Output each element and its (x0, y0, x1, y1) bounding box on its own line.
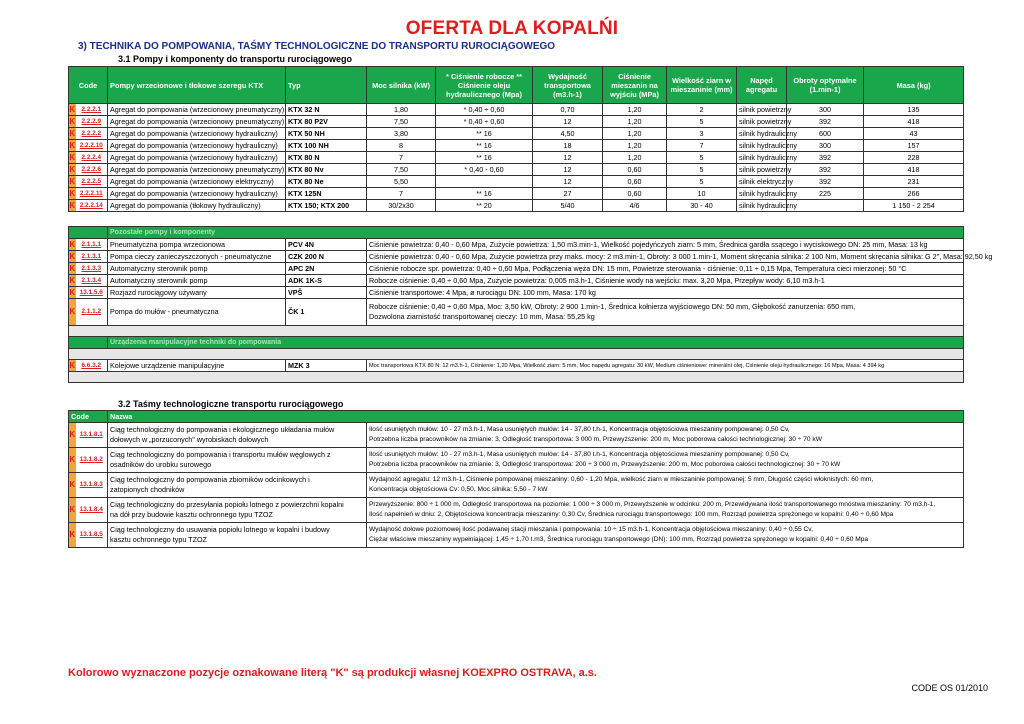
k-marker: K (69, 498, 76, 523)
pump-wydajnosc: 27 (533, 188, 603, 200)
pump-row (69, 176, 964, 188)
pump-row (69, 164, 964, 176)
pump-typ: KTX 125N (286, 188, 367, 200)
pump-row (69, 104, 964, 116)
belt-name-line: zatopionych chodników (110, 485, 185, 494)
component-name: Pneumatyczna pompa wrzecionowa (108, 239, 286, 251)
components-body (69, 227, 993, 383)
pump-cisnienie-mieszanin: 1,20 (603, 152, 667, 164)
k-marker: K (69, 176, 76, 186)
k-marker: K (69, 251, 76, 261)
component-description: Ciśnienie powietrza: 0,40 - 0,60 Mpa, Zużycie powietrza przy maks. mocy: 2 m3.min-1, Obroty: 3 000 1.min-1, Moment skręcania silnika: 2 100 Nm, Moment skręcania silnika: G 2", Masa: 92,50 kg (367, 251, 964, 263)
pump-obroty: 392 (787, 164, 864, 176)
component-name: Automatyczny sterownik pomp (108, 275, 286, 287)
component-name: Pompa cieczy zanieczyszczonych - pneumatyczne (108, 251, 286, 263)
component-row (69, 263, 964, 275)
pump-moc: 1,80 (367, 104, 436, 116)
pump-cisnienie: ** 16 (436, 140, 533, 152)
belt-description (367, 523, 964, 548)
item-code-link[interactable]: 13.1.8.3 (76, 473, 108, 498)
item-code-link[interactable]: 2.2.2.9 (76, 116, 108, 128)
pump-wydajnosc: 12 (533, 152, 603, 164)
item-code-link[interactable]: 2.2.2.4 (76, 152, 108, 164)
component-name: Automatyczny sterownik pomp (108, 263, 286, 275)
pump-typ: KTX 50 NH (286, 128, 367, 140)
component-row (69, 360, 964, 372)
pump-ziarn: 5 (667, 116, 737, 128)
pump-typ: KTX 80 P2V (286, 116, 367, 128)
pump-cisnienie: ** 20 (436, 200, 533, 212)
component-typ: MZK 3 (286, 360, 367, 372)
pump-cisnienie: * 0,40 ÷ 0,60 (436, 104, 533, 116)
component-typ: ADK 1K-S (286, 275, 367, 287)
belt-description (367, 423, 964, 448)
pump-wydajnosc: 4,50 (533, 128, 603, 140)
belt-description-line: Wydajność agregatu: 12 m3.h-1, Ciśnienie pompowanej mieszaniny: 0,60 - 1,20 Mpa, wielkość ziarn w mieszaninie pompowanej: 5 mm, Długość części włoknistych: 60 mm, (369, 476, 874, 483)
pump-name: Agregat do pompowania (wrzecionowy hydrauliczny) (108, 188, 286, 200)
spacer-row (69, 372, 964, 383)
component-description-line: Dozwolona ziarnistość transportowanej cieczy: 10 mm, Masa: 55,25 kg (369, 312, 595, 321)
spacer-row (69, 326, 964, 337)
k-marker: K (69, 116, 76, 126)
component-typ: ČK 1 (286, 299, 367, 326)
pump-row (69, 140, 964, 152)
k-marker: K (69, 423, 76, 448)
pump-masa: 135 (864, 104, 964, 116)
section-header-row (69, 337, 964, 349)
header-moc: Moc silnika (kW) (367, 67, 436, 104)
pump-typ: KTX 80 N (286, 152, 367, 164)
pump-cisnienie-mieszanin: 1,20 (603, 140, 667, 152)
k-marker: K (69, 287, 76, 297)
pump-obroty: 300 (787, 104, 864, 116)
belt-description-line: Przewyższenie: 800 ÷ 1 000 m, Odległość transportowa na poziomie: 1 000 ÷ 3 000 m, Przewyższenie w odcinku: 200 m, Przewidywana ilość transportowanego mnóstwa mieszaniny: 70 m3.h-1, (369, 501, 936, 508)
belt-name-line: na dół przy budowie kasztu ochronnego typu TZOZ (110, 510, 273, 519)
belts-header-row (69, 411, 964, 423)
k-marker: K (69, 200, 76, 210)
pump-ziarn: 10 (667, 188, 737, 200)
component-row (69, 239, 964, 251)
item-code-link[interactable]: 2.1.1.2 (76, 299, 108, 326)
belt-row (69, 523, 964, 548)
belts-header-name: Nazwa (108, 411, 964, 423)
component-description: Ciśnienie transportowe: 4 Mpa, ø rurociągu DN: 100 mm, Masa: 170 kg (367, 287, 964, 299)
header-obroty: Obroty optymalne (1.min-1) (787, 67, 864, 104)
pump-name: Agregat do pompowania (wrzecionowy hydrauliczny) (108, 140, 286, 152)
pump-cisnienie-mieszanin: 0,60 (603, 176, 667, 188)
belt-name-line: osadników do urobku surowego (110, 460, 212, 469)
component-description-line: Robocze ciśnienie: 0,40 ÷ 0,60 Mpa, Moc: 3,50 kW, Obroty: 2 900 1.min-1, Średnica kołnierza wyjściowego DN: 50 mm, Głębokość zanurzenia: 650 mm, (369, 302, 856, 311)
pump-name: Agregat do pompowania (wrzecionowy pneumatyczny) (108, 164, 286, 176)
belt-name-line: Ciąg technologiczny do przesyłania popiołu lotnego z powierzchni kopalni (110, 500, 344, 509)
item-code-link[interactable]: 13.1.8.2 (76, 448, 108, 473)
pump-obroty: 225 (787, 188, 864, 200)
belt-name-line: kasztu ochronnego typu TZOZ (110, 535, 207, 544)
k-marker: K (69, 152, 76, 162)
component-row (69, 275, 964, 287)
pump-obroty: 600 (787, 128, 864, 140)
component-row (69, 287, 964, 299)
item-code-link[interactable]: 2.2.2.5 (76, 176, 108, 188)
belt-description-line: Potrzebna liczba pracowników na zmianie: 3, Odległość transportowa: 3 000 m, Przewyższenie: 200 m, Moc poborowa całości technologicznej: 30 ÷ 70 kW (369, 436, 822, 443)
section-header-label: Urządzenia manipulacyjne techniki do pompowania (108, 337, 964, 349)
pump-ziarn: 3 (667, 128, 737, 140)
component-typ: VPŠ (286, 287, 367, 299)
pump-name: Agregat do pompowania (wrzecionowy elektryczny) (108, 176, 286, 188)
pump-moc: 7 (367, 188, 436, 200)
item-code-link[interactable]: 2.2.2.11 (76, 188, 108, 200)
pump-cisnienie-mieszanin: 1,20 (603, 128, 667, 140)
pump-moc: 3,80 (367, 128, 436, 140)
k-marker: K (69, 473, 76, 498)
pump-typ: KTX 100 NH (286, 140, 367, 152)
belt-description-line: Potrzebna liczba pracowników na zmianie: 3, Odległość transportowa: 200 ÷ 3 000 m, Przewyższenie: 200 m, Moc poborowa całości technologicznej: 30 ÷ 70 kW (369, 461, 841, 468)
k-marker: K (69, 140, 76, 150)
pump-row (69, 152, 964, 164)
pump-wydajnosc: 0,70 (533, 104, 603, 116)
pump-obroty: 300 (787, 140, 864, 152)
component-name: Pompa do mułów - pneumatyczna (108, 299, 286, 326)
item-code-link[interactable]: 2.2.2.1 (76, 104, 108, 116)
component-typ: CZK 200 N (286, 251, 367, 263)
k-marker: K (69, 263, 76, 273)
pump-name: Agregat do pompowania (wrzecionowy pneumatyczny) (108, 116, 286, 128)
belts-body (69, 411, 964, 548)
section-header-row (69, 227, 964, 239)
pumps-table (68, 66, 964, 212)
belt-name (108, 523, 367, 548)
item-code-link[interactable]: 2.1.3.3 (76, 263, 108, 275)
spacer-cell (69, 372, 964, 383)
component-description: Ciśnienie robocze spr. powietrza: 0,40 ÷ 0,60 Mpa, Podłączenia węża DN: 15 mm, Powietrze sterowania - ciśnienie: 0,11 ÷ 0,15 Mpa, Temperatura cieci mierzonej: 50 °C (367, 263, 964, 275)
section-2-title: 3.2 Taśmy technologiczne transportu rurociągowego (118, 399, 344, 409)
pump-moc: 5,50 (367, 176, 436, 188)
pump-moc: 8 (367, 140, 436, 152)
header-wielkosc-ziarn: Wielkość ziarn w mieszaninie (mm) (667, 67, 737, 104)
components-table (68, 226, 993, 383)
belts-table (68, 410, 964, 548)
pump-naped: silnik hydrauliczny (737, 140, 787, 152)
k-marker: K (69, 104, 76, 114)
pump-wydajnosc: 12 (533, 164, 603, 176)
pump-moc: 30/2x30 (367, 200, 436, 212)
pump-row (69, 128, 964, 140)
pump-wydajnosc: 5/40 (533, 200, 603, 212)
pump-obroty (787, 200, 864, 212)
item-code-link[interactable]: 2.1.3.1 (76, 251, 108, 263)
component-description (367, 299, 964, 326)
pump-typ: KTX 80 Nv (286, 164, 367, 176)
header-cisnienie: * Ciśnienie robocze ** Ciśnienie oleju hydraulicznego (Mpa) (436, 67, 533, 104)
k-marker: K (69, 128, 76, 138)
item-code-link[interactable]: 2.2.2.10 (76, 140, 108, 152)
component-description: Ciśnienie powietrza: 0,40 - 0,60 Mpa, Zużycie powietrza: 1,50 m3.min-1, Wielkość pojedyńczych ziarn: 5 mm, Średnica gardła ssącego i wyciskowego DN: 25 mm, Masa: 13 kg (367, 239, 964, 251)
pump-cisnienie: * 0,40 ÷ 0,60 (436, 116, 533, 128)
pump-wydajnosc: 12 (533, 176, 603, 188)
spacer-row (69, 349, 964, 360)
pump-masa: 418 (864, 116, 964, 128)
pump-ziarn: 2 (667, 104, 737, 116)
component-row (69, 251, 964, 263)
pump-moc: 7 (367, 152, 436, 164)
pump-ziarn: 5 (667, 152, 737, 164)
pump-typ: KTX 150; KTX 200 (286, 200, 367, 212)
k-marker: K (69, 299, 76, 326)
pump-masa: 418 (864, 164, 964, 176)
item-code-link[interactable]: 13.1.8.4 (76, 498, 108, 523)
belt-row (69, 473, 964, 498)
pump-cisnienie-mieszanin: 0,60 (603, 188, 667, 200)
pump-wydajnosc: 12 (533, 116, 603, 128)
pump-cisnienie: ** 16 (436, 188, 533, 200)
belt-name (108, 448, 367, 473)
component-name: Rozjazd rurociągowy używany (108, 287, 286, 299)
belt-description (367, 448, 964, 473)
component-name: Kolejowe urządzenie manipulacyjne (108, 360, 286, 372)
belt-row (69, 498, 964, 523)
component-description: Moc transportowa KTX 80 N: 12 m3.h-1, Ciśnienie: 1,20 Mpa, Wielkość ziarn: 5 mm, Moc napędu agregatu: 30 kW, Medium ciśnieniowe: minerální olej, Ciśnienie oleju hydraulicznego: 16 Mpa, Masa: 4 394 kg (367, 360, 964, 372)
pump-naped: silnik hydrauliczny (737, 200, 787, 212)
item-code-link[interactable]: 2.1.1.1 (76, 239, 108, 251)
pump-naped: silnik powietrzny (737, 104, 787, 116)
component-description: Robocze ciśnienie: 0,40 ÷ 0,60 Mpa, Zużycie powietrza: 0,005 m3.h-1, Ciśnienie wody na wejściu: max. 3,20 Mpa, Przepływ wody: 6,10 m3.h-1 (367, 275, 964, 287)
belt-name (108, 423, 367, 448)
pump-cisnienie: ** 16 (436, 152, 533, 164)
page-title: OFERTA DLA KOPALŃI (405, 18, 619, 39)
pump-name: Agregat do pompowania (wrzecionowy hydrauliczny) (108, 128, 286, 140)
pump-naped: silnik hydrauliczny (737, 188, 787, 200)
pump-ziarn: 30 - 40 (667, 200, 737, 212)
pump-cisnienie-mieszanin: 0,60 (603, 164, 667, 176)
item-code-link[interactable]: 2.1.3.4 (76, 275, 108, 287)
header-name: Pompy wrzecionowe i tłokowe szeregu KTX (108, 67, 286, 104)
pump-ziarn: 5 (667, 176, 737, 188)
header-wydajnosc: Wydajność transportowa (m3.h-1) (533, 67, 603, 104)
pump-obroty: 392 (787, 116, 864, 128)
spacer-cell (69, 349, 964, 360)
k-marker: K (69, 275, 76, 285)
belt-name-line: Ciąg technologiczny do pompowania i ekologicznego układania mułów (110, 425, 335, 434)
pump-naped: silnik hydrauliczny (737, 152, 787, 164)
belt-description (367, 498, 964, 523)
pump-cisnienie: * 0,40 - 0,60 (436, 164, 533, 176)
pump-ziarn: 5 (667, 164, 737, 176)
pump-row (69, 116, 964, 128)
pump-row (69, 200, 964, 212)
component-typ: APC 2N (286, 263, 367, 275)
belt-name (108, 498, 367, 523)
pump-masa: 1 150 - 2 254 (864, 200, 964, 212)
pump-moc: 7,50 (367, 116, 436, 128)
pump-masa: 43 (864, 128, 964, 140)
belt-description-line: Ilość napełnień w dniu: 2, Objętościowa koncentracja mieszaniny: 0,30 Cv, Średnica rurociągu transportowego: 100 mm, Rozrząd powietrza sprężonego w kopalni: 0,40 ÷ 0,60 Mpa (369, 511, 894, 518)
item-code-link[interactable]: 2.2.2.6 (76, 164, 108, 176)
pump-cisnienie-mieszanin: 1,20 (603, 116, 667, 128)
item-code-link[interactable]: 13.1.8.1 (76, 423, 108, 448)
section-header-pad (69, 337, 108, 349)
pump-cisnienie-mieszanin: 4/6 (603, 200, 667, 212)
pump-cisnienie: ** 16 (436, 128, 533, 140)
belts-header-code: Code (69, 411, 108, 423)
belt-row (69, 448, 964, 473)
belt-description (367, 473, 964, 498)
item-code-link[interactable]: 13.1.5.6 (76, 287, 108, 299)
belt-name-line: Ciąg technologiczny do usuwania popiołu lotnego w kopalni i budowy (110, 525, 330, 534)
pump-row (69, 188, 964, 200)
item-code-link[interactable]: 6.6.3.2 (76, 360, 108, 372)
component-row (69, 299, 964, 326)
k-marker: K (69, 239, 76, 249)
pumps-header-row (69, 67, 964, 104)
item-code-link[interactable]: 13.1.8.5 (76, 523, 108, 548)
pump-moc: 7,50 (367, 164, 436, 176)
k-marker: K (69, 360, 76, 370)
pump-wydajnosc: 18 (533, 140, 603, 152)
component-typ: PCV 4N (286, 239, 367, 251)
belt-description-line: Ilość usuniętych mułów: 10 - 27 m3.h-1, Masa usuniętych mułów: 14 - 37,80 t.h-1, Koncentracja objętościowa mieszaniny pompowanej: 0,50 Cv, (369, 426, 790, 433)
header-typ: Typ (286, 67, 367, 104)
spacer-cell (69, 326, 964, 337)
belt-description-line: Koncentracja objętościowa Cv: 0,50, Moc silnika: 5,50 - 7 kW (369, 486, 548, 493)
header-masa: Masa (kg) (864, 67, 964, 104)
belt-name (108, 473, 367, 498)
k-marker: K (69, 448, 76, 473)
pump-naped: silnik powietrzny (737, 116, 787, 128)
belt-row (69, 423, 964, 448)
pump-naped: silnik elektryczny (737, 176, 787, 188)
belt-name-line: Ciąg technologiczny do pompowania zbiorników odcinkowych i (110, 475, 310, 484)
belt-description-line: Ilość usuniętych mułów: 10 - 27 m3.h-1, Masa usuniętych mułów: 14 - 37,80 t.h-1, Koncentracja objętościowa mieszaniny pompowanej: 0,50 Cv, (369, 451, 790, 458)
pump-name: Agregat do pompowania (tłokowy hydrauliczny) (108, 200, 286, 212)
pump-typ: KTX 80 Ne (286, 176, 367, 188)
document-code: CODE OS 01/2010 (911, 683, 988, 693)
pump-cisnienie-mieszanin: 1,20 (603, 104, 667, 116)
pump-masa: 266 (864, 188, 964, 200)
header-code: Code (69, 67, 108, 104)
pump-naped: silnik hydrauliczny (737, 128, 787, 140)
section-header-label: Pozostałe pompy i komponenty (108, 227, 964, 239)
header-naped: Napęd agregatu (737, 67, 787, 104)
k-marker: K (69, 523, 76, 548)
belt-description-line: Ciężar właściwe mieszaniny wypełniającej: 1,45 ÷ 1,70 t.m3, Średnica rurociągu transportowego (DN): 100 mm, Rozrząd powietrza sprężonego w kopalni: 0,40 ÷ 0,60 Mpa (369, 536, 869, 543)
section-header-pad (69, 227, 108, 239)
page-subtitle: 3) TECHNIKA DO POMPOWANIA, TAŚMY TECHNOLOGICZNE DO TRANSPORTU RUROCIĄGOWEGO (78, 41, 556, 52)
item-code-link[interactable]: 2.2.2.14 (76, 200, 108, 212)
belt-description-line: Wydajność dołowe poziomowej ilość podawanej stacji mieszania i pompowania: 10 ÷ 15 m3.h-1, Koncentracja objętościowa mieszaniny: 0,40 ÷ 0,55 Cv, (369, 526, 813, 533)
footer-note: Kolorowo wyznaczone pozycje oznakowane literą "K" są produkcji własnej KOEXPRO OSTRAVA, a.s. (68, 667, 597, 679)
pump-typ: KTX 32 N (286, 104, 367, 116)
section-1-title: 3.1 Pompy i komponenty do transportu rurociągowego (118, 54, 353, 64)
k-marker: K (69, 188, 76, 198)
header-cisnienie-mieszanin: Ciśnienie mieszanin na wyjściu (MPa) (603, 67, 667, 104)
belt-name-line: dołowych w „porzuconych" wyrobiskach dołowych (110, 435, 269, 444)
pump-obroty: 392 (787, 176, 864, 188)
pump-obroty: 392 (787, 152, 864, 164)
pump-cisnienie (436, 176, 533, 188)
pumps-body (69, 104, 964, 212)
pump-masa: 228 (864, 152, 964, 164)
belt-name-line: Ciąg technologiczny do pompowania i transportu mułów węglowych z (110, 450, 331, 459)
pump-masa: 157 (864, 140, 964, 152)
pump-ziarn: 7 (667, 140, 737, 152)
pump-name: Agregat do pompowania (wrzecionowy pneumatyczny) (108, 104, 286, 116)
pump-name: Agregat do pompowania (wrzecionowy hydrauliczny) (108, 152, 286, 164)
pump-masa: 231 (864, 176, 964, 188)
pump-naped: silnik powietrzny (737, 164, 787, 176)
item-code-link[interactable]: 2.2.2.2 (76, 128, 108, 140)
k-marker: K (69, 164, 76, 174)
